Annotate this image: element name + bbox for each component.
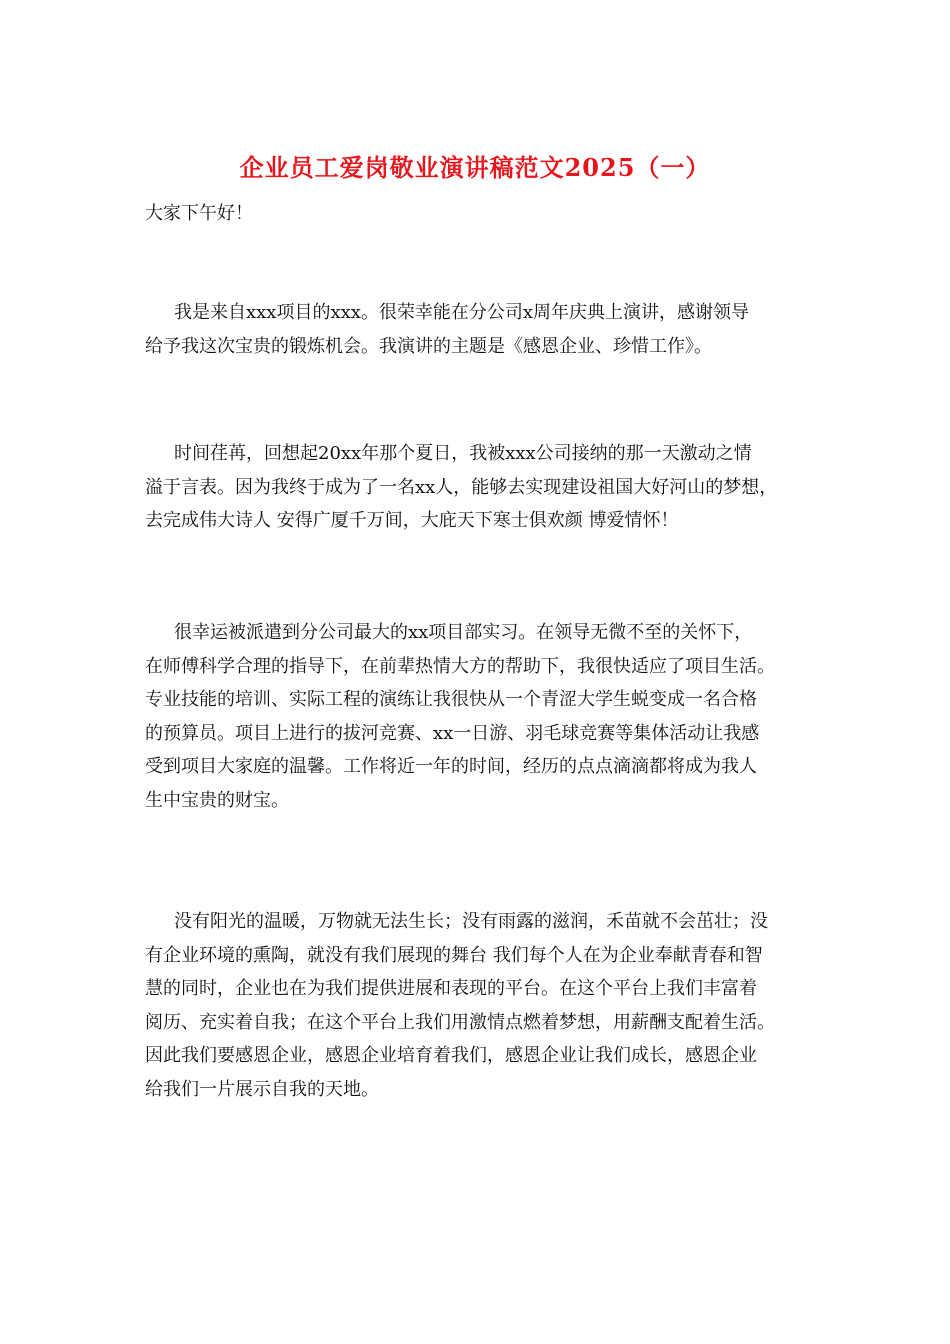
- paragraph-line: 受到项目大家庭的温馨。工作将近一年的时间，经历的点点滴滴都将成为我人: [145, 756, 757, 777]
- paragraph-line: 有企业环境的熏陶，就没有我们展现的舞台 我们每个人在为企业奉献青春和智: [145, 944, 763, 966]
- paragraph-line: 的预算员。项目上进行的拔河竞赛、xx一日游、羽毛球竞赛等集体活动让我感: [145, 722, 760, 744]
- paragraph-line: 时间荏苒，回想起20xx年那个夏日，我被xxx公司接纳的那一天激动之情: [174, 443, 752, 464]
- paragraph-line: 阅历、充实着自我；在这个平台上我们用激情点燃着梦想，用薪酬支配着生活。: [145, 1011, 775, 1033]
- paragraph-2: [145, 437, 815, 538]
- greeting-line: 大家下午好！: [145, 203, 253, 224]
- document-title: 企业员工爱岗敬业演讲稿范文2025（一）: [239, 153, 711, 182]
- paragraph-line: 溢于言表。因为我终于成为了一名xx人，能够去实现建设祖国大好河山的梦想，: [145, 476, 778, 498]
- paragraph-3: [145, 616, 815, 817]
- paragraph-line: 在师傅科学合理的指导下，在前辈热情大方的帮助下，我很快适应了项目生活。: [145, 655, 775, 677]
- paragraph-line: 给予我这次宝贵的锻炼机会。我演讲的主题是《感恩企业、珍惜工作》。: [145, 335, 712, 357]
- paragraph-line: 很幸运被派遣到分公司最大的xx项目部实习。在领导无微不至的关怀下，: [174, 622, 753, 643]
- paragraph-line: 慧的同时，企业也在为我们提供进展和表现的平台。在这个平台上我们丰富着: [145, 978, 757, 999]
- paragraph-line: 给我们一片展示自我的天地。: [145, 1078, 379, 1100]
- paragraph-line: 我是来自xxx项目的xxx。很荣幸能在分公司x周年庆典上演讲，感谢领导: [174, 302, 750, 323]
- paragraph-line: 专业技能的培训、实际工程的演练让我很快从一个青涩大学生蜕变成一名合格: [145, 689, 757, 710]
- paragraph-line: 生中宝贵的财宝。: [145, 789, 289, 811]
- paragraph-line: 因此我们要感恩企业，感恩企业培育着我们，感恩企业让我们成长，感恩企业: [145, 1045, 757, 1066]
- paragraph-4: [145, 905, 815, 1106]
- paragraph-line: 去完成伟大诗人 安得广厦千万间，大庇天下寒士俱欢颜 博爱情怀！: [145, 510, 679, 531]
- paragraph-line: 没有阳光的温暖，万物就无法生长；没有雨露的滋润，禾苗就不会茁壮；没: [174, 911, 768, 932]
- paragraph-1: [145, 296, 815, 363]
